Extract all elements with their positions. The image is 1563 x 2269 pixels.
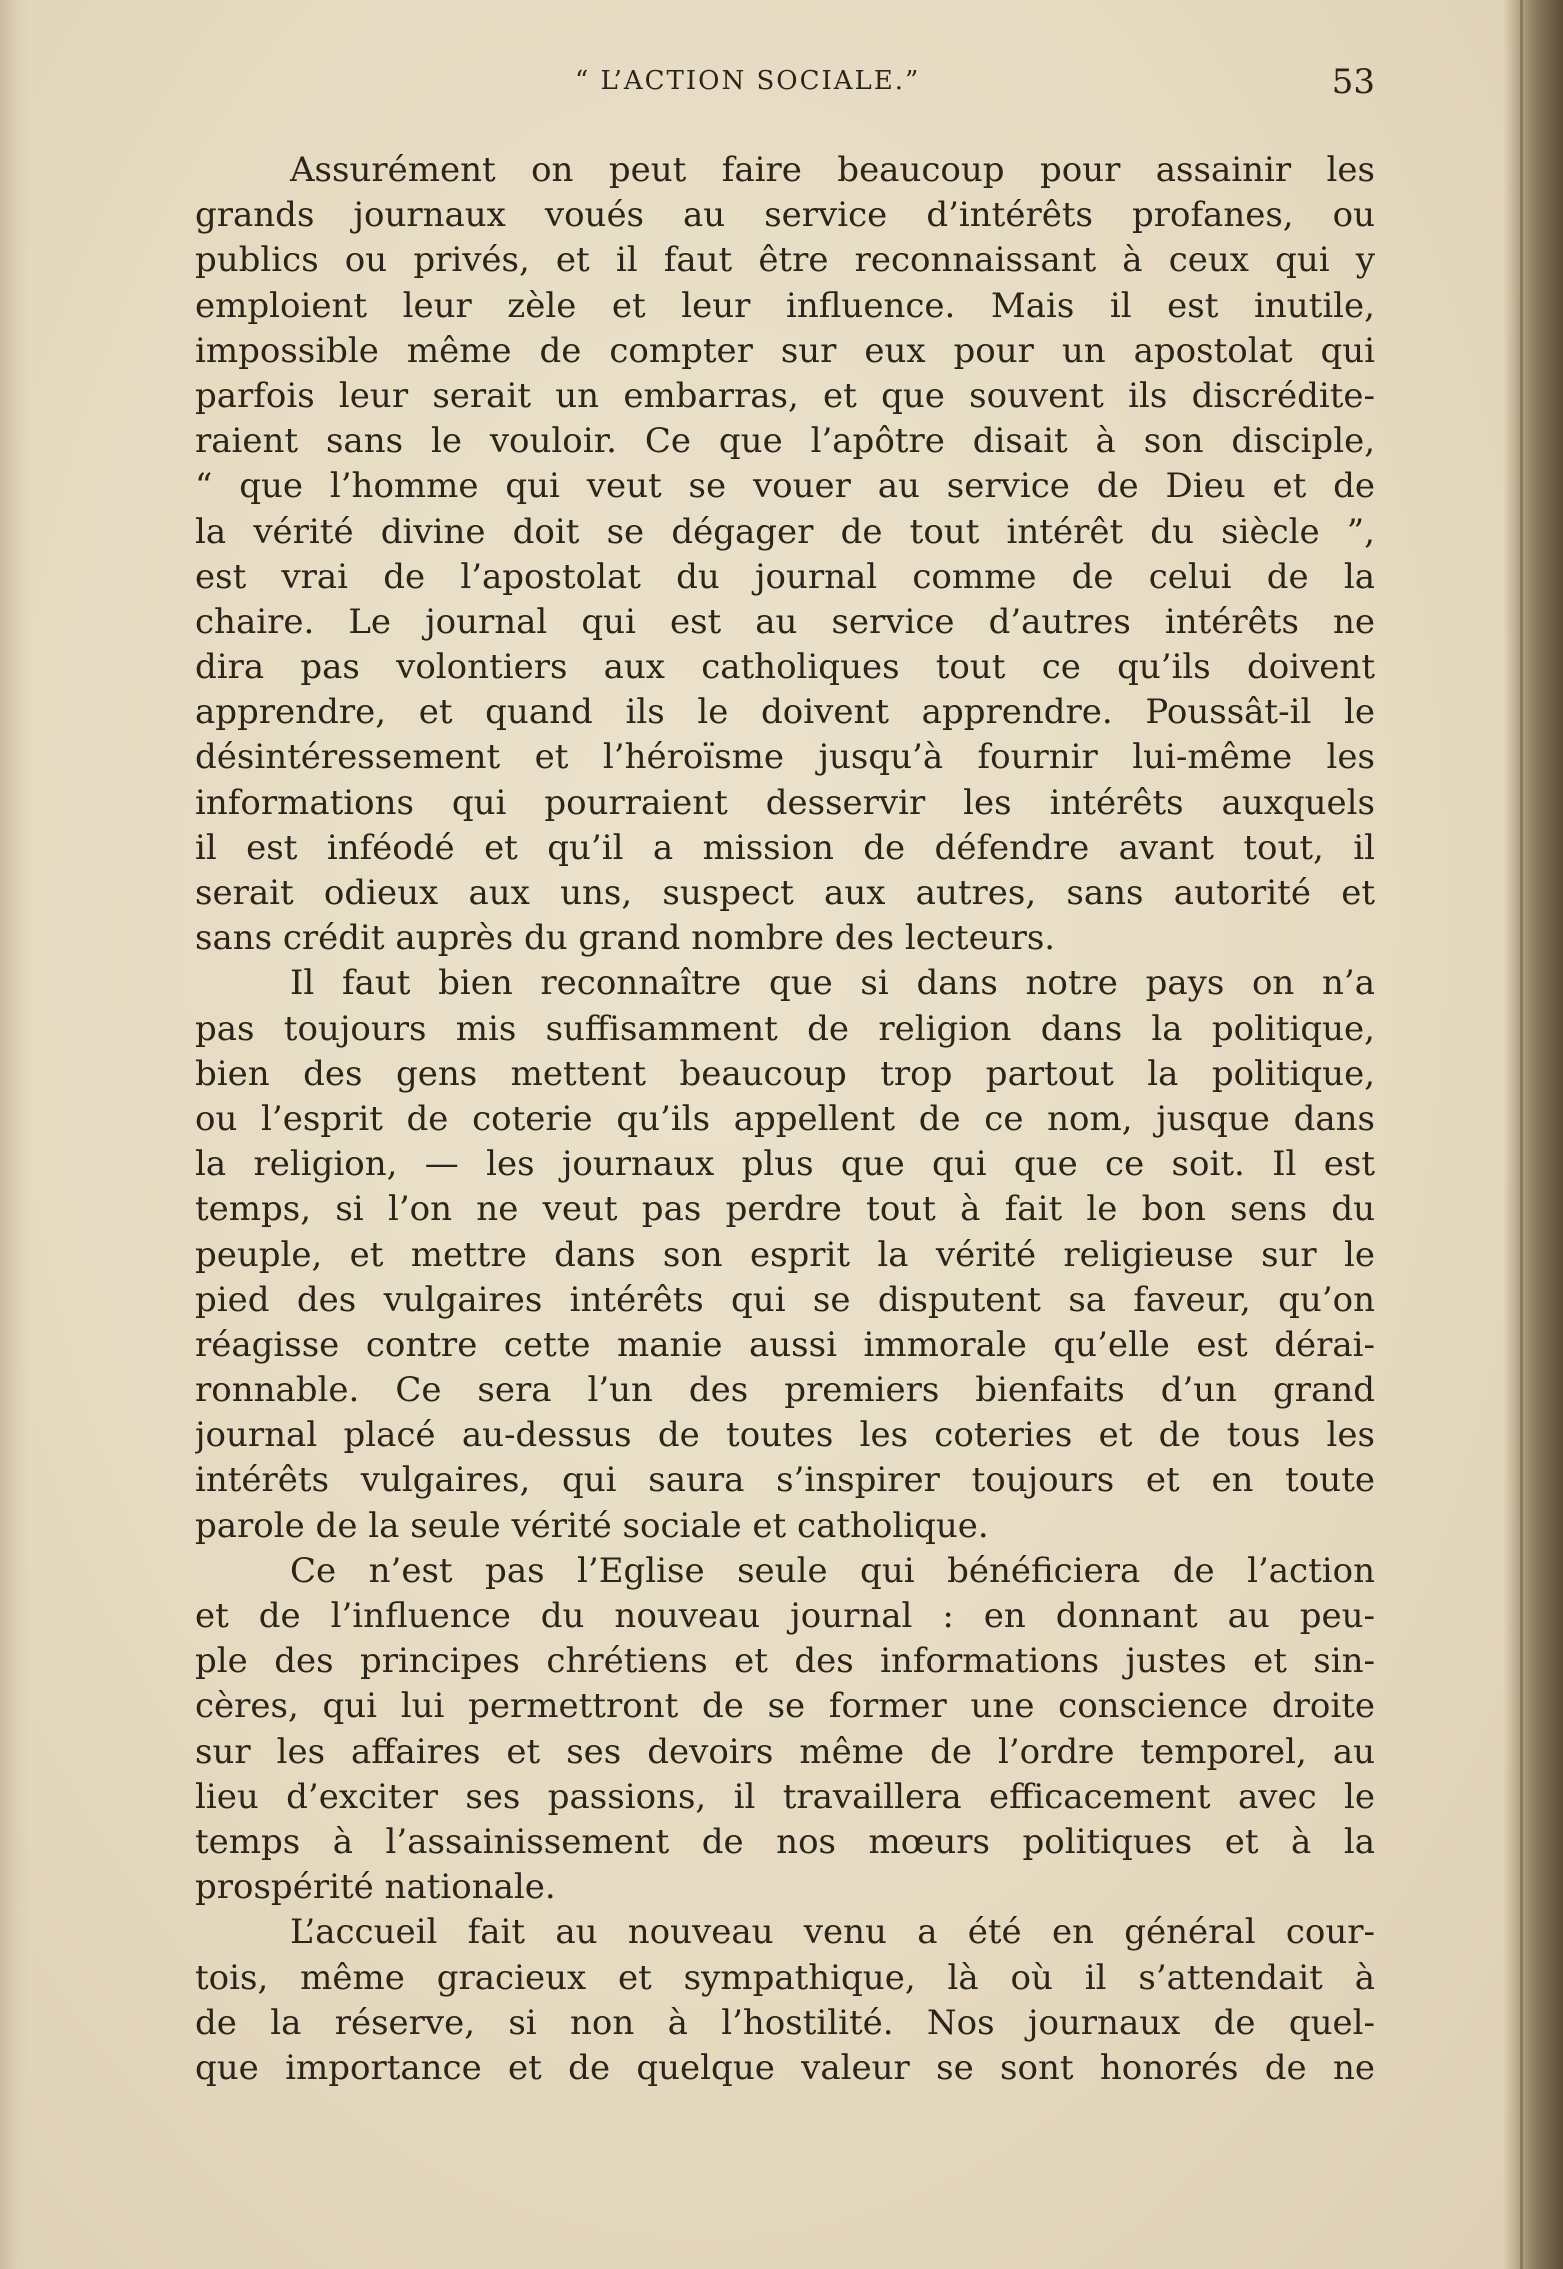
text-line: sur les affaires et ses devoirs même de l’ordre temporel, au: [195, 1731, 1375, 1772]
text-line: pied des vulgaires intérêts qui se disputent sa faveur, qu’on: [195, 1279, 1375, 1320]
text-line: grands journaux voués au service d’intérêts profanes, ou: [195, 195, 1375, 236]
text-line: Il faut bien reconnaître que si dans notre pays on n’a: [290, 963, 1375, 1004]
text-line: L’accueil fait au nouveau venu a été en général cour-: [290, 1912, 1375, 1953]
text-line: de la réserve, si non à l’hostilité. Nos journaux de quel-: [195, 2002, 1375, 2043]
text-line: réagisse contre cette manie aussi immorale qu’elle est dérai-: [195, 1324, 1375, 1365]
page-number: 53: [1331, 62, 1375, 102]
text-line: impossible même de compter sur eux pour un apostolat qui: [195, 330, 1375, 371]
text-line: sans crédit auprès du grand nombre des lecteurs.: [195, 918, 1056, 959]
text-line: apprendre, et quand ils le doivent apprendre. Poussât-il le: [195, 692, 1375, 733]
text-line: Assurément on peut faire beaucoup pour assainir les: [290, 150, 1375, 190]
text-line: emploient leur zèle et leur influence. Mais il est inutile,: [195, 285, 1375, 326]
text-line: la vérité divine doit se dégager de tout intérêt du siècle ”,: [195, 511, 1375, 552]
paragraph: [195, 148, 1375, 961]
text-line: il est inféodé et qu’il a mission de défendre avant tout, il: [195, 827, 1375, 868]
text-line: informations qui pourraient desservir les intérêts auxquels: [195, 782, 1375, 823]
text-line: ple des principes chrétiens et des informations justes et sin-: [195, 1641, 1375, 1682]
text-line: chaire. Le journal qui est au service d’autres intérêts ne: [195, 601, 1375, 642]
text-line: parfois leur serait un embarras, et que souvent ils discrédite-: [195, 375, 1375, 416]
text-line: bien des gens mettent beaucoup trop partout la politique,: [195, 1053, 1375, 1094]
text-line: ou l’esprit de coterie qu’ils appellent de ce nom, jusque dans: [195, 1098, 1375, 1139]
text-line: publics ou privés, et il faut être reconnaissant à ceux qui y: [195, 240, 1375, 281]
text-line: intérêts vulgaires, qui saura s’inspirer toujours et en toute: [195, 1460, 1375, 1501]
text-line: temps à l’assainissement de nos mœurs politiques et à la: [195, 1821, 1375, 1862]
text-line: cères, qui lui permettront de se former une conscience droite: [195, 1686, 1375, 1727]
body-text: [195, 148, 1375, 2091]
page-header: [195, 62, 1375, 112]
running-title: “ L’ACTION SOCIALE.”: [575, 66, 921, 96]
paragraph: [195, 1549, 1375, 1911]
text-line: tois, même gracieux et sympathique, là où il s’attendait à: [195, 1957, 1375, 1998]
text-line: prospérité nationale.: [195, 1867, 556, 1908]
page-left-edge: [0, 0, 30, 2269]
text-line: la religion, — les journaux plus que qui que ce soit. Il est: [195, 1144, 1375, 1185]
text-line: serait odieux aux uns, suspect aux autres, sans autorité et: [195, 873, 1375, 913]
text-line: parole de la seule vérité sociale et catholique.: [195, 1505, 989, 1546]
text-line: raient sans le vouloir. Ce que l’apôtre disait à son disciple,: [195, 421, 1375, 462]
book-gutter-shadow: [1503, 0, 1563, 2269]
text-line: est vrai de l’apostolat du journal comme de celui de la: [195, 556, 1375, 597]
text-line: que importance et de quelque valeur se sont honorés de ne: [195, 2047, 1375, 2088]
text-line: temps, si l’on ne veut pas perdre tout à fait le bon sens du: [195, 1189, 1375, 1230]
text-line: peuple, et mettre dans son esprit la vérité religieuse sur le: [195, 1234, 1375, 1275]
text-line: ronnable. Ce sera l’un des premiers bienfaits d’un grand: [195, 1370, 1375, 1411]
text-line: désintéressement et l’héroïsme jusqu’à fournir lui-même les: [195, 737, 1375, 778]
binding-edge: [1520, 0, 1523, 2269]
paragraph: [195, 1910, 1375, 2091]
paragraph: [195, 961, 1375, 1548]
text-line: journal placé au-dessus de toutes les coteries et de tous les: [195, 1415, 1375, 1456]
text-line: Ce n’est pas l’Eglise seule qui bénéficiera de l’action: [290, 1550, 1375, 1591]
text-line: lieu d’exciter ses passions, il travaillera efficacement avec le: [195, 1776, 1375, 1817]
text-line: dira pas volontiers aux catholiques tout ce qu’ils doivent: [195, 647, 1375, 688]
text-line: et de l’influence du nouveau journal : en donnant au peu-: [195, 1596, 1375, 1636]
text-line: pas toujours mis suffisamment de religion dans la politique,: [195, 1008, 1375, 1049]
text-line: “ que l’homme qui veut se vouer au service de Dieu et de: [195, 466, 1375, 507]
